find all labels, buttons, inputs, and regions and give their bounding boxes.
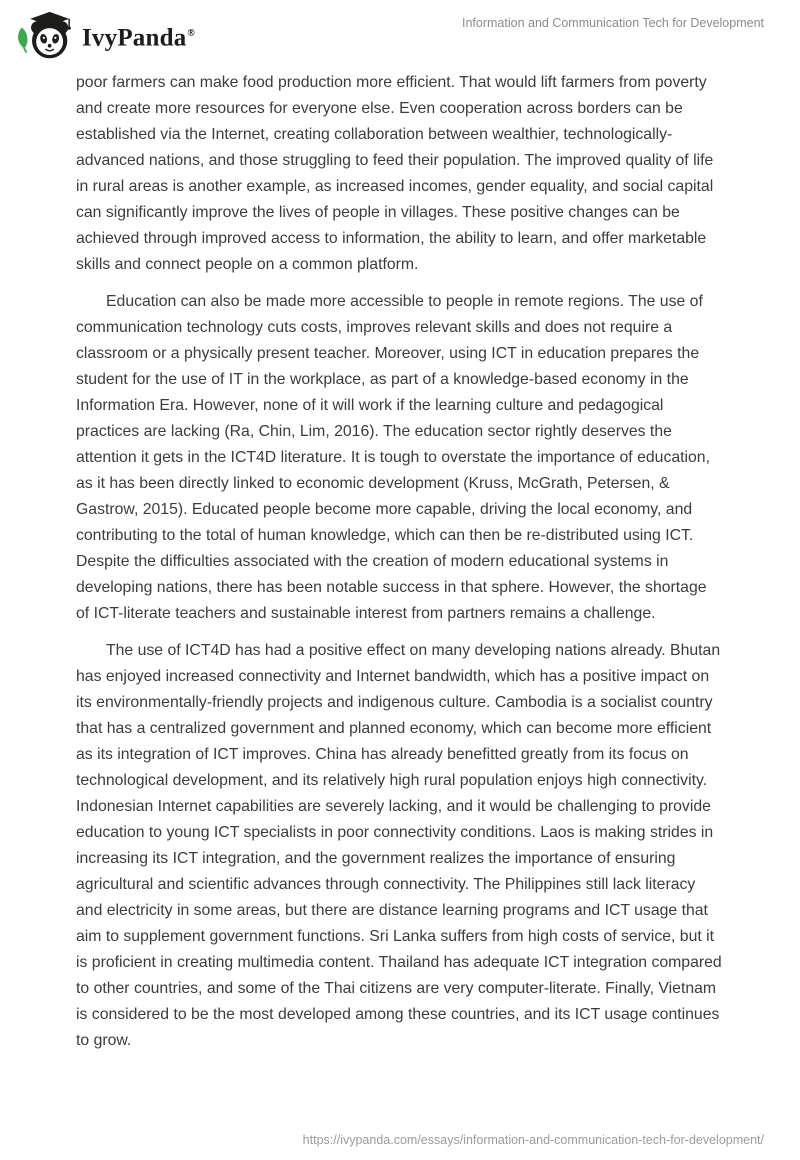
source-url: https://ivypanda.com/essays/information-and-communication-tech-for-development/: [302, 1133, 764, 1147]
ivypanda-brand: [14, 8, 195, 64]
essay-content: [0, 64, 800, 1054]
ivypanda-logo-icon: [14, 10, 76, 62]
registered-mark: ®: [187, 28, 196, 39]
paragraph-countries: The use of ICT4D has had a positive effect on many developing nations already. Bhutan has enjoyed increased connectivity and Internet bandwidth, which has a positive impact on its environmentally-friendly projects and indigenous culture. Cambodia is a socialist country that has a centralized government and planned economy, which can become more efficient as its integration of ICT improves. China has already benefitted greatly from its focus on technological development, and its relatively high rural population enjoys high connectivity. Indonesian Internet capabilities are severely lacking, and it would be challenging to provide education to young ICT specialists in poor connectivity conditions. Laos is making strides in increasing its ICT integration, and the government realizes the importance of ensuring agricultural and scientific advances through connectivity. The Philippines still lack literacy and electricity in some areas, but there are distance learning programs and ICT usage that aim to supplement government functions. Sri Lanka suffers from high costs of service, but it is proficient in creating multimedia content. Thailand has adequate ICT integration compared to other countries, and some of the Thai citizens are very computer-literate. Finally, Vietnam is considered to be the most developed among these countries, and its ICT usage continues to grow.: [76, 642, 722, 1049]
paragraph-benefits: poor farmers can make food production more efficient. That would lift farmers from poverty and create more resources for everyone else. Even cooperation across borders can be established via the Internet, creating collaboration between wealthier, technologically-advanced nations, and those struggling to feed their population. The improved quality of life in rural areas is another example, as increased incomes, gender equality, and social capital can significantly improve the lives of people in villages. These positive changes can be achieved through improved access to information, the ability to learn, and offer marketable skills and connect people on a common platform.: [76, 74, 714, 273]
paragraph-education: Education can also be made more accessible to people in remote regions. The use of communication technology cuts costs, improves relevant skills and does not require a classroom or a physically present teacher. Moreover, using ICT in education prepares the student for the use of IT in the workplace, as part of a knowledge-based economy in the Information Era. However, none of it will work if the learning culture and pedagogical practices are lacking (Ra, Chin, Lim, 2016). The education sector rightly deserves the attention it gets in the ICT4D literature. It is tough to overstate the importance of education, as it has been directly linked to economic development (Kruss, McGrath, Petersen, & Gastrow, 2015). Educated people become more capable, driving the local economy, and contributing to the total of human knowledge, which can then be re-distributed using ICT. Despite the difficulties associated with the creation of modern educational systems in developing nations, there has been notable success in that sphere. However, the shortage of ICT-literate teachers and sustainable interest from partners remains a challenge.: [76, 293, 710, 622]
document-title: Information and Communication Tech for Development: [461, 16, 764, 30]
brand-name: IvyPanda®: [82, 24, 196, 52]
page-header: [0, 0, 800, 64]
